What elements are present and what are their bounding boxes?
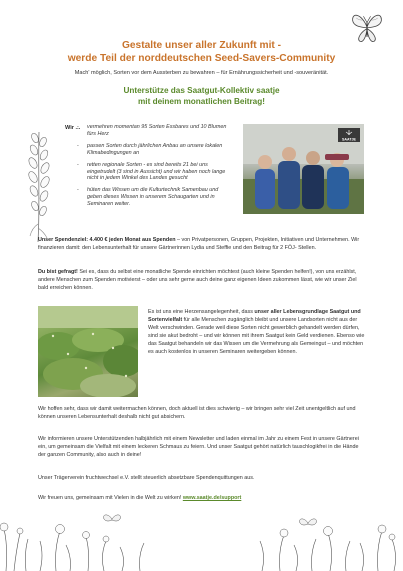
team-photo [243, 124, 364, 214]
list-item: - hüten das Wissen um die Kulturtechnik Samenbau und geben dieses Wissen in unserem Schaugarten und in Seminaren weiter. [77, 187, 233, 208]
we-list [77, 124, 233, 213]
donation-goal-paragraph [38, 236, 365, 252]
closing-text: Wir freuen uns, gemeinsam mit Vielen in die Welt zu wirken! [38, 495, 183, 501]
list-item: - passen Sorten durch jährlichen Anbau an unsere lokalen Klimabedingungen an [77, 143, 233, 157]
mission-text-1: Es ist uns eine Herzensangelegenheit, dass [148, 309, 255, 315]
support-link[interactable]: www.saatje.de/support [182, 495, 242, 501]
list-item: - vermehren momentan 95 Sorten Essbares und 10 Blumen fürs Herz [77, 124, 233, 138]
garden-photo [38, 306, 138, 397]
sponsor-paragraph: Unser Trägerverein fruchtwechsel e.V. stellt steuerlich absetzbare Spendenquittungen aus. [38, 475, 255, 481]
mission-text-2: für alle Menschen zugänglich bleibt und unsere Landsorten nicht aus der Welt verschwinden. Gerade weil diese Sorten nicht gewerblich gehandelt werden dürfen, sind sie akut bedroht – und wir können mit ihrem Saatgut kein Geld verdienen. Ebenso wie das Saatgut behandeln wir das Wissen um die Vermehrung als Gemeingut – und möchten es auch kostenlos in unseren Seminaren weitergeben können. [148, 317, 365, 355]
subheading-line-1: Unterstütze das Saatgut-Kollektiv saatje [123, 86, 280, 95]
subheading-line-2: mit deinem monatlichen Beitrag! [138, 96, 265, 106]
page-title [30, 40, 373, 65]
newsletter-paragraph: Wir informieren unsere Unterstützenden halbjährlich mit einem Newsletter und laden einmal im Jahr zu einem Fest in unsere Gärtnerei ein, um gemeinsam die Vielfalt mit einem leckeren Schmaus zu feiern. Und unser Saatgut gehört natürlich tauschlogikfrei in die Hände der ganzen Community, also auch in deine! [38, 436, 359, 458]
call-to-action-text: Sei es, dass du selbst eine monatliche Spende einrichten möchtest (auch kleine Spenden helfen!), von uns erzählst, andere Menschen zum Spenden motivierst – oder uns sehr gerne auch deine ganz eigenen Ideen zukommen lässt, wie wir unser Ziel bald erreichen können. [38, 269, 357, 291]
donation-goal-text: – von Privatpersonen, Gruppen, Projekten, Initiativen und Unternehmen. Wir finanzieren damit: den Lebensunterhalt für unsere Gärtnerinnen Lydia und Steffie und den Beitrag für 2 FÖJ- Stellen. [38, 237, 360, 251]
intro-text: Mach' möglich, Sorten vor dem Aussterben zu bewahren – für Ernährungssicherheit und -souveränität. [74, 70, 329, 76]
closing-paragraph [38, 494, 365, 502]
subheading [40, 86, 363, 107]
svg-text:SAATJE: SAATJE [342, 137, 356, 142]
list-item: - retten regionale Sorten - es sind bereits 21 bei uns eingetrudelt (3 sind in Aussicht) und wir haben noch lange nicht in jedem Winkel des Landes gesucht [77, 162, 233, 183]
title-line-2: werde Teil der norddeutschen Seed-Savers-Community [67, 52, 336, 64]
hope-paragraph: Wir hoffen sehr, dass wir damit weitermachen können, doch aktuell ist dies schwierig – wir bringen sehr viel Zeit unentgeltlich auf und können unseren Lebensunterhalt deshalb nicht gut absichern. [38, 406, 356, 420]
saatje-logo-icon [338, 128, 360, 142]
call-to-action-bold: Du bist gefragt! [38, 269, 78, 275]
butterfly-icon [349, 10, 385, 44]
call-to-action-paragraph [38, 268, 365, 292]
we-label: Wir ... [65, 125, 81, 131]
mission-bold: unser aller Lebensgrundlage Saatgut und Sortenvielfalt [148, 309, 361, 323]
mission-paragraph [148, 308, 365, 356]
garden-photo-illustration [38, 306, 138, 397]
title-line-1: Gestalte unser aller Zukunft mit - [121, 40, 282, 51]
seed-sprig-illustration [26, 128, 52, 244]
donation-goal-bold: Unser Spendenziel: 4.400 € jeden Monat aus Spenden [38, 237, 176, 243]
meadow-illustration [0, 511, 403, 571]
